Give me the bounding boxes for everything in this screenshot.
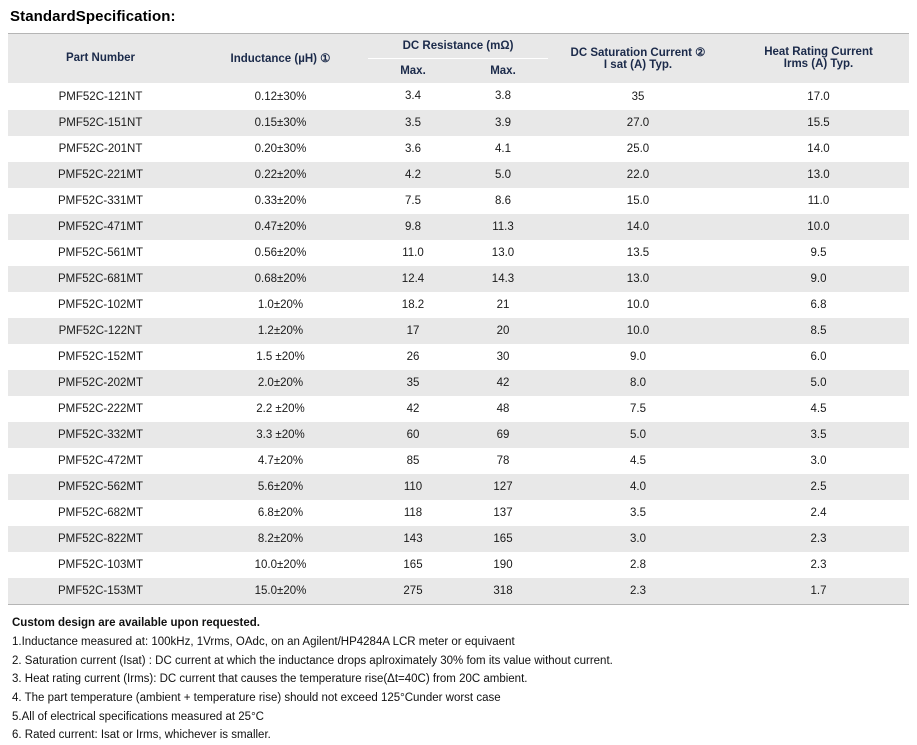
column-header-heat-rating-current (728, 34, 909, 84)
note-item: 4. The part temperature (ambient + temperature rise) should not exceed 125°Cunder worst case (12, 692, 501, 704)
cell-part-number: PMF52C-682MT (58, 506, 143, 519)
cell-dcr-max-1: 3.5 (368, 110, 458, 136)
cell-irms: 3.0 (810, 454, 827, 467)
cell-part-number: PMF52C-471MT (8, 214, 193, 240)
note-item: 6. Rated current: Isat or Irms, whichever is smaller. (12, 729, 271, 742)
cell-dcr-max-1: 12.4 (368, 266, 458, 292)
table-header (8, 34, 909, 84)
cell-dcr-max-1: 118 (403, 506, 423, 519)
specification-table (8, 33, 909, 605)
cell-dcr-max-2: 8.6 (495, 194, 511, 207)
table-row (8, 396, 909, 422)
table-row (8, 188, 909, 214)
note-item: 5.All of electrical specifications measured at 25°C (12, 710, 264, 723)
cell-dcr-max-2: 11.3 (458, 214, 548, 240)
table-row (8, 552, 909, 578)
cell-dcr-max-2: 318 (458, 578, 548, 605)
cell-isat: 10.0 (548, 318, 728, 344)
cell-dcr-max-2: 3.8 (495, 90, 511, 103)
cell-inductance: 1.0±20% (257, 298, 304, 311)
cell-dcr-max-1: 3.6 (405, 142, 421, 155)
table-row (8, 500, 909, 526)
note-item: 3. Heat rating current (Irms): DC current that causes the temperature rise(Δt=40C) from 20C ambient. (12, 673, 528, 686)
table-row (8, 136, 909, 162)
cell-part-number: PMF52C-202MT (8, 370, 193, 396)
cell-dcr-max-2: 3.9 (458, 110, 548, 136)
column-header-dcr-max-1: Max. (368, 59, 458, 84)
table-row (8, 344, 909, 370)
cell-irms: 1.7 (728, 578, 909, 605)
cell-inductance: 0.33±20% (254, 194, 307, 207)
cell-isat: 4.5 (630, 454, 646, 467)
cell-part-number: PMF52C-561MT (58, 246, 143, 259)
table-row (8, 214, 909, 240)
cell-dcr-max-2: 165 (458, 526, 548, 552)
cell-dcr-max-2: 5.0 (458, 162, 548, 188)
cell-isat: 2.8 (630, 558, 646, 571)
cell-inductance: 1.5 ±20% (256, 350, 305, 363)
cell-irms: 17.0 (807, 90, 830, 103)
cell-dcr-max-2: 190 (493, 558, 513, 571)
cell-part-number: PMF52C-332MT (8, 422, 193, 448)
cell-inductance: 0.15±30% (193, 110, 368, 136)
cell-inductance: 0.56±20% (254, 246, 307, 259)
column-header-dcr-max-2: Max. (458, 59, 548, 84)
table-row (8, 292, 909, 318)
cell-isat: 13.0 (548, 266, 728, 292)
cell-inductance: 0.12±30% (254, 90, 307, 103)
cell-isat: 4.0 (548, 474, 728, 500)
note-item: 1.Inductance measured at: 100kHz, 1Vrms, OAdc, on an Agilent/HP4284A LCR meter or equivaent (12, 636, 515, 649)
cell-irms: 10.0 (728, 214, 909, 240)
cell-isat: 9.0 (630, 350, 646, 363)
column-header-inductance: Inductance (µH) ① (193, 34, 368, 84)
cell-irms: 2.3 (810, 558, 827, 571)
heat-rating-current-line1: Heat Rating Current (764, 46, 873, 59)
cell-part-number: PMF52C-102MT (58, 298, 143, 311)
cell-dcr-max-2: 137 (493, 506, 513, 519)
cell-isat: 14.0 (548, 214, 728, 240)
cell-isat: 2.3 (548, 578, 728, 605)
cell-part-number: PMF52C-472MT (58, 454, 143, 467)
cell-irms: 2.4 (810, 506, 827, 519)
cell-part-number: PMF52C-222MT (58, 402, 143, 415)
notes-section (8, 614, 909, 745)
note-item: 2. Saturation current (Isat) : DC current at which the inductance drops aplroximately 30% fom its value without current. (12, 654, 613, 667)
cell-isat: 22.0 (548, 162, 728, 188)
cell-inductance: 3.3 ±20% (193, 422, 368, 448)
cell-dcr-max-1: 17 (368, 318, 458, 344)
cell-part-number: PMF52C-562MT (8, 474, 193, 500)
notes-lead: Custom design are available upon requested. (12, 616, 260, 629)
column-header-dc-saturation-current (548, 34, 728, 84)
cell-isat: 3.5 (630, 506, 646, 519)
cell-irms: 3.5 (728, 422, 909, 448)
table-row (8, 448, 909, 474)
cell-irms: 14.0 (807, 142, 830, 155)
table-body (8, 83, 909, 604)
cell-dcr-max-1: 110 (368, 474, 458, 500)
cell-inductance: 4.7±20% (257, 454, 304, 467)
dc-saturation-current-line2: I sat (A) Typ. (603, 59, 673, 72)
cell-dcr-max-2: 78 (496, 454, 510, 467)
cell-dcr-max-2: 13.0 (491, 246, 515, 259)
cell-isat: 3.0 (548, 526, 728, 552)
cell-inductance: 0.20±30% (254, 142, 307, 155)
cell-irms: 9.5 (810, 246, 827, 259)
cell-isat: 13.5 (626, 246, 650, 259)
cell-inductance: 0.68±20% (193, 266, 368, 292)
cell-part-number: PMF52C-153MT (8, 578, 193, 605)
column-header-part-number: Part Number (8, 34, 193, 84)
cell-dcr-max-1: 42 (406, 402, 420, 415)
cell-irms: 6.8 (810, 298, 827, 311)
cell-dcr-max-1: 11.0 (402, 246, 424, 259)
cell-isat: 25.0 (626, 142, 650, 155)
cell-part-number: PMF52C-681MT (8, 266, 193, 292)
cell-irms: 4.5 (810, 402, 827, 415)
cell-inductance: 6.8±20% (257, 506, 304, 519)
cell-isat: 27.0 (548, 110, 728, 136)
cell-dcr-max-2: 48 (496, 402, 510, 415)
cell-dcr-max-1: 9.8 (368, 214, 458, 240)
cell-inductance: 10.0±20% (254, 558, 307, 571)
cell-irms: 11.0 (807, 194, 830, 207)
heat-rating-current-line2: Irms (A) Typ. (783, 58, 854, 71)
table-header-row-1 (8, 34, 909, 59)
table-row (8, 240, 909, 266)
cell-inductance: 8.2±20% (193, 526, 368, 552)
cell-irms: 6.0 (810, 350, 827, 363)
cell-inductance: 0.47±20% (193, 214, 368, 240)
cell-isat: 35 (631, 90, 645, 103)
cell-dcr-max-1: 3.4 (405, 90, 421, 103)
table-row (8, 578, 909, 605)
cell-irms: 13.0 (728, 162, 909, 188)
table-row (8, 110, 909, 136)
table-row (8, 83, 909, 110)
cell-inductance: 1.2±20% (193, 318, 368, 344)
dc-saturation-current-line1: DC Saturation Current ② (570, 47, 706, 60)
notes-list (12, 633, 909, 745)
cell-irms: 8.5 (728, 318, 909, 344)
cell-part-number: PMF52C-201NT (58, 142, 143, 155)
cell-inductance: 0.22±20% (193, 162, 368, 188)
page-title: StandardSpecification: (10, 8, 176, 25)
cell-irms: 2.5 (728, 474, 909, 500)
cell-inductance: 5.6±20% (193, 474, 368, 500)
cell-part-number: PMF52C-152MT (58, 350, 143, 363)
cell-part-number: PMF52C-122NT (8, 318, 193, 344)
cell-dcr-max-2: 14.3 (458, 266, 548, 292)
cell-inductance: 2.2 ±20% (256, 402, 305, 415)
cell-dcr-max-1: 35 (368, 370, 458, 396)
cell-dcr-max-1: 85 (406, 454, 420, 467)
cell-isat: 7.5 (630, 402, 646, 415)
table-row (8, 474, 909, 500)
cell-part-number: PMF52C-822MT (8, 526, 193, 552)
cell-isat: 10.0 (626, 298, 650, 311)
cell-dcr-max-2: 42 (458, 370, 548, 396)
cell-dcr-max-1: 7.5 (405, 194, 421, 207)
cell-isat: 5.0 (548, 422, 728, 448)
table-row (8, 318, 909, 344)
cell-dcr-max-2: 21 (496, 298, 510, 311)
cell-dcr-max-2: 4.1 (495, 142, 511, 155)
cell-inductance: 2.0±20% (193, 370, 368, 396)
cell-dcr-max-1: 26 (406, 350, 420, 363)
cell-inductance: 15.0±20% (193, 578, 368, 605)
cell-dcr-max-1: 143 (368, 526, 458, 552)
table-row (8, 422, 909, 448)
table-row (8, 162, 909, 188)
cell-isat: 8.0 (548, 370, 728, 396)
cell-dcr-max-1: 275 (368, 578, 458, 605)
cell-dcr-max-1: 18.2 (401, 298, 425, 311)
cell-dcr-max-2: 69 (458, 422, 548, 448)
cell-part-number: PMF52C-221MT (8, 162, 193, 188)
cell-dcr-max-2: 20 (458, 318, 548, 344)
cell-irms: 2.3 (728, 526, 909, 552)
cell-irms: 9.0 (728, 266, 909, 292)
cell-isat: 15.0 (626, 194, 650, 207)
table-row (8, 526, 909, 552)
cell-dcr-max-1: 165 (403, 558, 423, 571)
cell-irms: 5.0 (728, 370, 909, 396)
table-row (8, 266, 909, 292)
column-header-dc-resistance: DC Resistance (mΩ) (368, 34, 548, 59)
cell-part-number: PMF52C-331MT (58, 194, 143, 207)
cell-dcr-max-2: 127 (458, 474, 548, 500)
cell-dcr-max-2: 30 (496, 350, 510, 363)
cell-part-number: PMF52C-103MT (58, 558, 143, 571)
cell-irms: 15.5 (728, 110, 909, 136)
cell-dcr-max-1: 4.2 (368, 162, 458, 188)
cell-part-number: PMF52C-151NT (8, 110, 193, 136)
table-row (8, 370, 909, 396)
cell-dcr-max-1: 60 (368, 422, 458, 448)
cell-part-number: PMF52C-121NT (58, 90, 143, 103)
